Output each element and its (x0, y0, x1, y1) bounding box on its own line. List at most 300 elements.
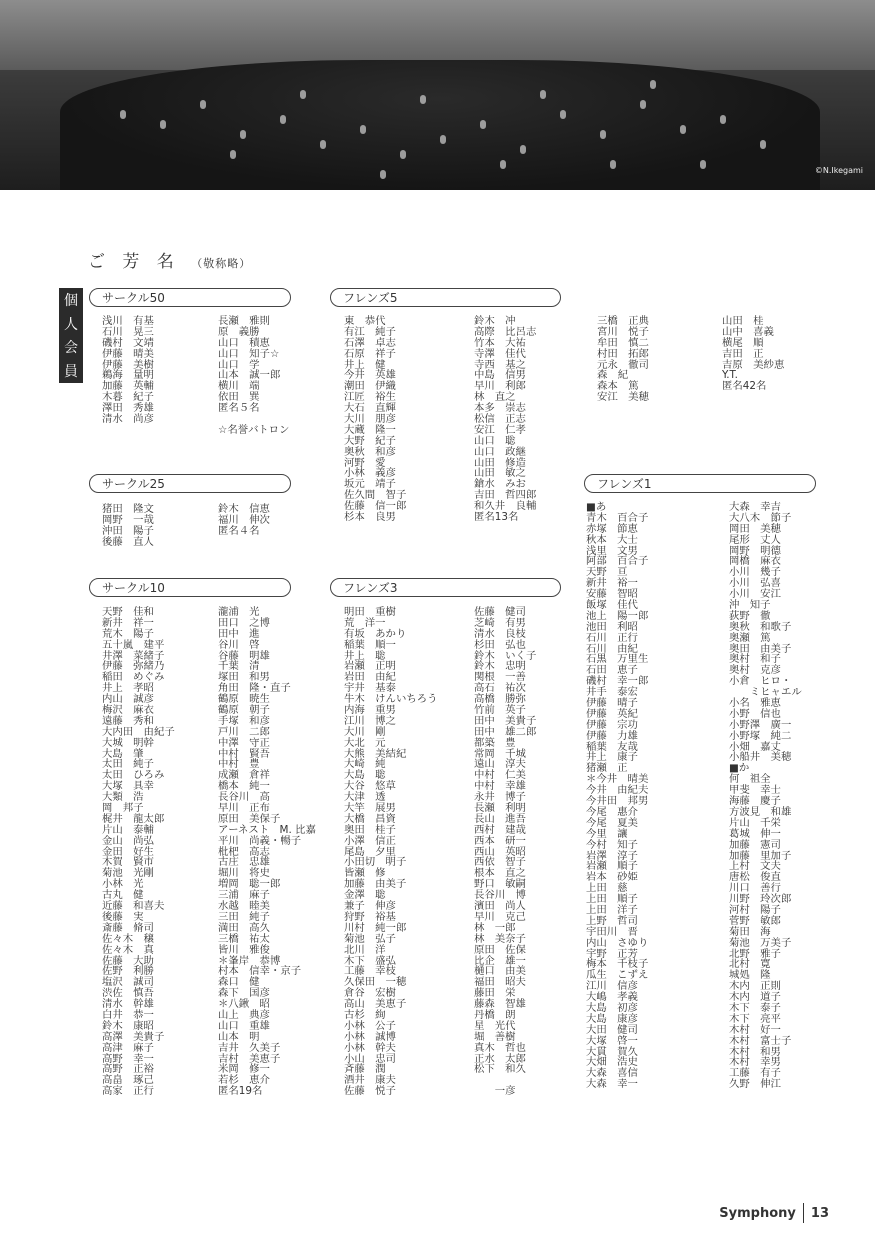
musician-figure (700, 160, 706, 169)
member-name: 小野塚 純二 (729, 729, 792, 742)
member-name: 山口 積恵 (218, 336, 270, 349)
section-title-circle10: サークル10 (89, 578, 291, 597)
member-name: 鈴木 忠明 (474, 660, 526, 673)
member-name: 白井 恭一 (102, 1008, 154, 1021)
member-name: 井手 泰宏 (586, 686, 638, 699)
member-name: 大橋 昌資 (344, 812, 396, 825)
member-name: 星 光代 (474, 1019, 516, 1032)
musician-figure (160, 120, 166, 129)
member-name: 古丸 健 (102, 889, 144, 902)
member-name: 稲葉 順一 (344, 638, 396, 651)
member-name: 金山 尚弘 (102, 834, 154, 847)
member-name: 兼子 伸彦 (344, 900, 396, 913)
member-name: 井上 康子 (586, 751, 638, 764)
section-title-friends3: フレンズ3 (330, 578, 561, 597)
member-name: 大川 剛 (344, 725, 386, 738)
member-name: 内海 重男 (344, 704, 396, 717)
member-name: 大崎 純 (344, 758, 386, 771)
name-list-circle10-b (218, 607, 316, 1097)
member-name: 高石 祐次 (474, 682, 526, 695)
member-name: 西本 研一 (474, 834, 526, 847)
member-name: ＊八鍬 昭 (218, 998, 270, 1011)
member-name: 沖田 陽子 (102, 524, 154, 537)
musician-figure (540, 90, 546, 99)
name-list-circle25-b (218, 504, 270, 537)
member-name: 高家 正行 (102, 1085, 154, 1098)
member-name: 堀 善樹 (474, 1030, 516, 1043)
musician-figure (360, 125, 366, 134)
member-name: 井上 聡 (344, 649, 386, 662)
member-name: 大野 紀子 (344, 434, 396, 447)
member-name: 岡 邦子 (102, 802, 144, 815)
member-name: 高津 麻子 (102, 1041, 154, 1054)
member-name: 原田 佐保 (474, 943, 526, 956)
member-name: 城処 隆 (729, 969, 771, 982)
member-name: ＊峯岸 恭博 (218, 954, 281, 967)
member-name: 中村 賢吾 (218, 747, 270, 760)
member-name: 木下 亮平 (729, 1012, 781, 1025)
concert-photo (0, 0, 875, 190)
member-name: 天野 亘 (586, 566, 628, 579)
member-name: 新井 裕一 (586, 577, 638, 590)
member-name: 藤森 智雄 (474, 998, 526, 1011)
member-name: 荻野 徹 (729, 609, 771, 622)
member-name: 水越 睦美 (218, 900, 270, 913)
name-list-friends3-b (474, 607, 536, 1097)
member-name: 中村 仁美 (474, 769, 526, 782)
member-name: 早川 利郎 (474, 380, 526, 393)
member-name: 瓜生 こずえ (586, 969, 649, 982)
member-name: 奥村 和子 (729, 653, 781, 666)
member-name: 佐藤 信一郎 (344, 500, 407, 513)
musician-figure (650, 80, 656, 89)
member-name: ■あ (586, 501, 607, 513)
member-name: 阿部 百合子 (586, 555, 649, 568)
member-name: 満田 高久 (218, 921, 270, 934)
member-name: 古杉 絢 (344, 1008, 386, 1021)
member-name: 藤田 栄 (474, 987, 516, 1000)
member-name: 山口 知子☆ (218, 347, 280, 360)
name-list-friends5-c (597, 316, 649, 403)
member-name: 井上 健 (344, 358, 386, 371)
member-name: 森本 篤 (597, 380, 639, 393)
member-name: 谷川 啓 (218, 638, 260, 651)
member-name: 工藤 有子 (729, 1067, 781, 1080)
member-name: 古庄 忠雄 (218, 856, 270, 869)
member-name: 小川 安江 (729, 588, 781, 601)
name-list-circle50-b (218, 316, 289, 436)
member-name: 猪田 隆文 (102, 503, 154, 515)
musician-figure (760, 140, 766, 149)
member-name: ＊今井 晴美 (586, 773, 649, 786)
member-name: 海藤 慶子 (729, 795, 781, 808)
musician-figure (440, 135, 446, 144)
member-name: 小川 弘喜 (729, 577, 781, 590)
member-name: 石川 由紀 (586, 642, 638, 655)
member-name: 大森 幸一 (586, 1078, 638, 1091)
member-name: 牟田 慎二 (597, 336, 649, 349)
member-name: 西山 英昭 (474, 845, 526, 858)
member-name: 池田 利昭 (586, 620, 638, 633)
member-name: 長瀬 利明 (474, 802, 526, 815)
member-name: 上野 哲司 (586, 914, 638, 927)
member-name: 高山 美恵子 (344, 998, 407, 1011)
page-number: 13 (810, 1205, 829, 1221)
member-name: 大北 元 (344, 736, 386, 749)
member-name: 井澤 菜緒子 (102, 649, 165, 662)
member-name: 岡野 明德 (729, 544, 781, 557)
member-name: 西依 智子 (474, 856, 526, 869)
member-name: 清水 幹雄 (102, 998, 154, 1011)
member-name: 鵜海 量明 (102, 369, 154, 382)
name-list-friends5-a (344, 316, 406, 523)
member-name: 佐藤 健司 (474, 606, 526, 618)
member-name: 奥田 桂子 (344, 823, 396, 836)
member-name: 葛城 伸一 (729, 827, 781, 840)
member-name: 伊藤 美樹 (102, 358, 154, 371)
musician-figure (120, 110, 126, 119)
member-name: 鈴木 信恵 (218, 503, 270, 515)
member-name: 伊藤 晴子 (586, 697, 638, 710)
member-name: 大森 喜信 (586, 1067, 638, 1080)
member-name: 岡野 一哉 (102, 513, 154, 526)
member-name: 小山 忠司 (344, 1052, 396, 1065)
member-name: 山田 修造 (474, 456, 526, 469)
member-name: 村本 信幸・京子 (218, 965, 302, 978)
member-name: 小倉 ヒロ・ (729, 675, 792, 688)
member-name: 秋本 大士 (586, 533, 638, 546)
member-name: 佐々木 穣 (102, 932, 154, 945)
sidebar-char: 個 (64, 292, 78, 309)
member-name: 稲葉 友哉 (586, 740, 638, 753)
member-name: 高畠 琢己 (102, 1074, 154, 1087)
section-title-friends1: フレンズ1 (584, 474, 816, 493)
member-name: 大川 朋彦 (344, 413, 396, 426)
musician-figure (520, 145, 526, 154)
member-name: 菅野 敏郎 (729, 914, 781, 927)
individual-members-label (59, 288, 83, 383)
member-name: 西村 建哉 (474, 823, 526, 836)
member-name: 石田 恵子 (586, 664, 638, 677)
member-name: Y.T. (722, 369, 738, 382)
member-name: 近藤 和喜夫 (102, 900, 165, 913)
member-name: 大内田 由紀子 (102, 725, 175, 738)
member-name: 片山 泰輔 (102, 823, 154, 836)
member-name: 中島 信男 (474, 369, 526, 382)
member-name: 丹橋 朗 (474, 1008, 516, 1021)
member-name: 荒木 陽子 (102, 627, 154, 640)
member-name: 川村 純一郎 (344, 921, 407, 934)
member-name: 佐野 利勝 (102, 965, 154, 978)
member-name: 堀川 将史 (218, 867, 270, 880)
member-name: 塩沢 誠司 (102, 976, 154, 989)
member-name: 手塚 和彦 (218, 714, 270, 727)
member-name: 小畑 嘉丈 (729, 740, 781, 753)
member-name: 尾形 丈人 (729, 533, 781, 546)
section-title-friends5: フレンズ5 (330, 288, 561, 307)
member-name: 皆川 雅俊 (218, 943, 270, 956)
member-name: 一彦 (474, 1085, 516, 1098)
member-name: 斉藤 潤 (344, 1063, 386, 1076)
member-name: 上田 順子 (586, 893, 638, 906)
member-name: 宇田川 晋 (586, 925, 638, 938)
member-name: 五十嵐 建平 (102, 638, 165, 651)
member-name: 都築 豊 (474, 736, 516, 749)
page-footer (719, 1203, 829, 1223)
musician-figure (400, 150, 406, 159)
musician-figure (560, 110, 566, 119)
member-name: 関根 一善 (474, 671, 526, 684)
member-name: 三橋 正典 (597, 315, 649, 327)
member-name: 大貫 賀久 (586, 1045, 638, 1058)
member-name: 三橋 祐太 (218, 932, 270, 945)
member-name: 佐々木 真 (102, 943, 154, 956)
member-name: アーネスト M. 比嘉 (218, 823, 316, 836)
member-name: 方波見 和雄 (729, 805, 792, 818)
heading-note: （敬称略） (191, 257, 252, 270)
member-name: 浅川 有基 (102, 315, 154, 327)
member-name: 高際 比呂志 (474, 325, 537, 338)
member-name: 小川 幾子 (729, 566, 781, 579)
member-name: 澤田 秀雄 (102, 402, 154, 415)
member-name: 菊池 弘子 (344, 932, 396, 945)
member-name: 河村 陽子 (729, 903, 781, 916)
member-name: 木内 道子 (729, 991, 781, 1004)
member-name: 鎗水 みお (474, 478, 526, 491)
member-name: 三田 純子 (218, 910, 270, 923)
member-name: 倉谷 宏樹 (344, 987, 396, 1000)
member-name: 野口 敏嗣 (474, 878, 526, 891)
member-name: 猪瀬 正 (586, 762, 628, 775)
member-name: 潮田 伊織 (344, 380, 396, 393)
member-name: 岡橋 麻衣 (729, 555, 781, 568)
member-name: 杉田 弘也 (474, 638, 526, 651)
member-name: 安藤 智昭 (586, 588, 638, 601)
sidebar-char: 会 (64, 340, 78, 357)
member-name: 清水 良枝 (474, 627, 526, 640)
member-name: 梶井 龍太郎 (102, 812, 165, 825)
musician-figure (280, 115, 286, 124)
member-name: 真木 哲也 (474, 1041, 526, 1054)
member-name: 奥秋 和彦 (344, 445, 396, 458)
member-name: 田口 之博 (218, 616, 270, 629)
member-name: 小林 誠博 (344, 1030, 396, 1043)
member-name: 木暮 紀子 (102, 391, 154, 404)
member-name: 狩野 裕基 (344, 910, 396, 923)
member-name: 増岡 聡一郎 (218, 878, 281, 891)
section-title-circle25: サークル25 (89, 474, 291, 493)
member-name: 山中 喜義 (722, 325, 774, 338)
member-name: 大類 浩 (102, 791, 144, 804)
member-name: 高橋 勝弥 (474, 693, 526, 706)
member-name: 井上 孝昭 (102, 682, 154, 695)
member-name: 牛木 けんいちろう (344, 693, 438, 706)
member-name: 竹前 英子 (474, 704, 526, 717)
member-name: 山口 聡 (474, 434, 516, 447)
member-name: 斎藤 脩司 (102, 921, 154, 934)
member-name: 天野 佳和 (102, 606, 154, 618)
member-name: 早川 克己 (474, 910, 526, 923)
member-name: 石澤 卓志 (344, 336, 396, 349)
member-name: 大塚 具幸 (102, 780, 154, 793)
member-name: 大田 健司 (586, 1023, 638, 1036)
member-name: 高澤 美貴子 (102, 1030, 165, 1043)
musician-figure (640, 100, 646, 109)
member-name: 金田 好生 (102, 845, 154, 858)
member-name: 比企 雄一 (474, 954, 526, 967)
member-name: 角田 隆・直子 (218, 682, 291, 695)
member-name: 石原 祥子 (344, 347, 396, 360)
member-name: 木村 幸男 (729, 1056, 781, 1069)
member-name: 何 祖全 (729, 773, 771, 786)
member-name: 橋本 純一 (218, 780, 270, 793)
member-name: 寺西 基之 (474, 358, 526, 371)
sidebar-char: 員 (64, 364, 78, 381)
member-name: 原 義勝 (218, 325, 260, 338)
member-name: 森 紀 (597, 369, 629, 382)
member-name: 奥秋 和歌子 (729, 620, 792, 633)
member-name: 大蔵 隆一 (344, 423, 396, 436)
member-name: 今村 知子 (586, 838, 638, 851)
member-name: 伊藤 晴美 (102, 347, 154, 360)
member-name: 石黒 万里生 (586, 653, 649, 666)
member-name: 菊池 光剛 (102, 867, 154, 880)
member-name: 加藤 憲司 (729, 838, 781, 851)
member-name: 田中 進 (218, 627, 260, 640)
member-name: 大島 肇 (102, 747, 144, 760)
member-name: 久野 伸江 (729, 1078, 781, 1091)
member-name: 小名 雅恵 (729, 697, 781, 710)
member-name: 中澤 守正 (218, 736, 270, 749)
member-name: 唐松 俊直 (729, 871, 781, 884)
member-name: 宇野 正芳 (586, 947, 638, 960)
musician-figure (380, 170, 386, 179)
member-name: 尾島 夕里 (344, 845, 396, 858)
member-name: 加藤 英輔 (102, 380, 154, 393)
member-name: 青木 百合子 (586, 511, 649, 524)
member-name: 伊藤 力雄 (586, 729, 638, 742)
member-name: 匿名13名 (474, 511, 519, 524)
member-name: 山本 誠一郎 (218, 369, 281, 382)
musician-figure (300, 90, 306, 99)
member-name: 山口 学 (218, 358, 260, 371)
member-name: 瀧浦 光 (218, 606, 260, 618)
member-name: 有坂 あかり (344, 627, 407, 640)
member-name: 石川 正行 (586, 631, 638, 644)
member-name: 長山 進吾 (474, 812, 526, 825)
member-name: 鈴木 康昭 (102, 1019, 154, 1032)
member-name: 小林 義彦 (344, 467, 396, 480)
member-name: 早川 正布 (218, 802, 270, 815)
member-name: 本多 崇志 (474, 402, 526, 415)
member-name: 鶴原 暁生 (218, 693, 270, 706)
member-name: 加藤 由美子 (344, 878, 407, 891)
member-name: 谷藤 明雄 (218, 649, 270, 662)
member-name: 後藤 実 (102, 910, 144, 923)
member-name: 和久井 良輔 (474, 500, 537, 513)
member-name: 甲斐 幸士 (729, 784, 781, 797)
musician-figure (200, 100, 206, 109)
member-name: 松下 和久 (474, 1063, 526, 1076)
member-name: 飯塚 佳代 (586, 599, 638, 612)
musician-figure (240, 130, 246, 139)
member-name: 木村 好一 (729, 1023, 781, 1036)
member-name: 松信 正志 (474, 413, 526, 426)
member-name: 木下 盛弘 (344, 954, 396, 967)
member-name: 片山 千栄 (729, 816, 781, 829)
member-name: 正水 太郎 (474, 1052, 526, 1065)
member-name: 林 美奈子 (474, 932, 526, 945)
magazine-name: Symphony (719, 1205, 796, 1221)
member-name: 高野 正裕 (102, 1063, 154, 1076)
member-name: 木賀 賢市 (102, 856, 154, 869)
member-name: 吉井 久美子 (218, 1041, 281, 1054)
name-list-friends5-b (474, 316, 536, 523)
member-name: 林 直之 (474, 391, 516, 404)
member-name: 芝崎 有男 (474, 616, 526, 629)
member-name: 北野 雅子 (729, 947, 781, 960)
musician-figure (480, 120, 486, 129)
member-name: 成瀬 倉祥 (218, 769, 270, 782)
member-name: 鶴原 朝子 (218, 704, 270, 717)
sidebar-char: 人 (64, 316, 78, 333)
member-name: 長谷川 博 (474, 889, 526, 902)
name-list-friends1-a (586, 502, 648, 1090)
member-name: 奥村 克彦 (729, 664, 781, 677)
member-name: 内山 誠彦 (102, 693, 154, 706)
member-name: 村田 拓郎 (597, 347, 649, 360)
member-name: 横川 端 (218, 380, 260, 393)
member-name: 菊田 海 (729, 925, 771, 938)
member-name: 大竿 展男 (344, 802, 396, 815)
photo-credit: ©N.Ikegami (814, 166, 863, 175)
member-name: 北村 寛 (729, 958, 771, 971)
member-name: 坂元 靖子 (344, 478, 396, 491)
member-name: 磯村 文靖 (102, 336, 154, 349)
member-name: 梅沢 麻衣 (102, 704, 154, 717)
member-name: 池上 陽一郎 (586, 609, 649, 622)
member-name: 大森 幸吉 (729, 501, 781, 513)
member-name: 大谷 悠草 (344, 780, 396, 793)
member-name: 遠藤 秀和 (102, 714, 154, 727)
member-name: 小林 公子 (344, 1019, 396, 1032)
member-name: 若杉 恵介 (218, 1074, 270, 1087)
member-name: 森口 健 (218, 976, 260, 989)
member-name: 酒井 康夫 (344, 1074, 396, 1087)
member-name: 大津 透 (344, 791, 386, 804)
member-name: 杉本 良男 (344, 511, 396, 524)
member-name: 川口 善行 (729, 882, 781, 895)
member-name: 林 一郎 (474, 921, 516, 934)
member-name: 横尾 順 (722, 336, 764, 349)
musician-figure (230, 150, 236, 159)
member-name: 山田 桂 (722, 315, 764, 327)
member-name: 匿名５名 (218, 402, 260, 415)
member-name: 塚田 和男 (218, 671, 270, 684)
member-name: ■か (729, 762, 750, 775)
member-name: 吉村 美恵子 (218, 1052, 281, 1065)
member-name: 平川 尚義・暢子 (218, 834, 302, 847)
name-list-circle25-a (102, 504, 154, 548)
musician-figure (500, 160, 506, 169)
member-name: 後藤 直人 (102, 535, 154, 548)
member-name: 今尾 惠介 (586, 805, 638, 818)
member-name: 小野 信也 (729, 707, 781, 720)
member-name: 佐久間 智子 (344, 489, 407, 502)
name-list-circle50-a (102, 316, 154, 425)
member-name: 永井 博子 (474, 791, 526, 804)
member-name: 原田 美保子 (218, 812, 281, 825)
